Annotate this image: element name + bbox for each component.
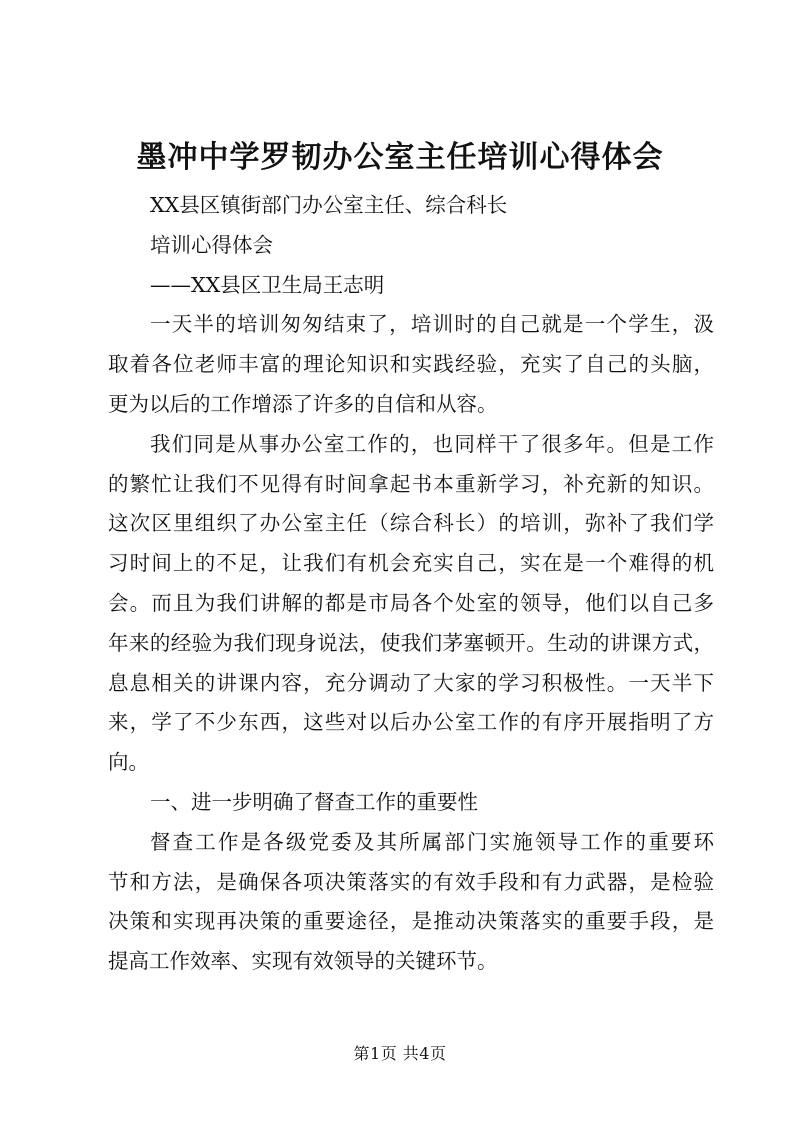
- text-line: 督查工作是各级党委及其所属部门实施领导工作的重要环: [150, 829, 714, 854]
- text-line: 培训心得体会: [150, 232, 273, 257]
- text-line: 取着各位老师丰富的理论知识和实践经验，充实了自己的头脑，: [108, 352, 714, 377]
- text-line: 的繁忙让我们不见得有时间拿起书本重新学习，补充新的知识。: [108, 471, 714, 496]
- text-line: 会。而且为我们讲解的都是市局各个处室的领导，他们以自己多: [108, 590, 714, 615]
- document-body: [108, 186, 714, 982]
- text-line: 我们同是从事办公室工作的，也同样干了很多年。但是工作: [150, 431, 714, 456]
- text-line: 习时间上的不足，让我们有机会充实自己，实在是一个难得的机: [108, 551, 714, 576]
- section-heading: 一、进一步明确了督查工作的重要性: [150, 789, 478, 814]
- text-line: 息息相关的讲课内容，充分调动了大家的学习积极性。一天半下: [108, 670, 714, 695]
- text-line: 提高工作效率、实现有效领导的关键环节。: [108, 949, 498, 974]
- text-line: 这次区里组织了办公室主任（综合科长）的培训，弥补了我们学: [108, 511, 714, 536]
- text-line: 节和方法，是确保各项决策落实的有效手段和有力武器，是检验: [108, 869, 714, 894]
- text-line: 向。: [108, 750, 149, 775]
- text-line: ——XX县区卫生局王志明: [150, 272, 385, 297]
- page-number-footer: 第1页 共4页: [353, 1044, 447, 1063]
- text-line: 决策和实现再决策的重要途径，是推动决策落实的重要手段，是: [108, 909, 714, 934]
- text-line: 年来的经验为我们现身说法，使我们茅塞顿开。生动的讲课方式，: [108, 630, 714, 655]
- text-line: XX县区镇街部门办公室主任、综合科长: [150, 193, 508, 217]
- text-line: 更为以后的工作增添了许多的自信和从容。: [108, 391, 498, 416]
- document-title: 墨冲中学罗韧办公室主任培训心得体会: [136, 140, 664, 175]
- text-line: 来，学了不少东西，这些对以后办公室工作的有序开展指明了方: [108, 710, 714, 735]
- text-line: 一天半的培训匆匆结束了，培训时的自己就是一个学生，汲: [150, 312, 714, 337]
